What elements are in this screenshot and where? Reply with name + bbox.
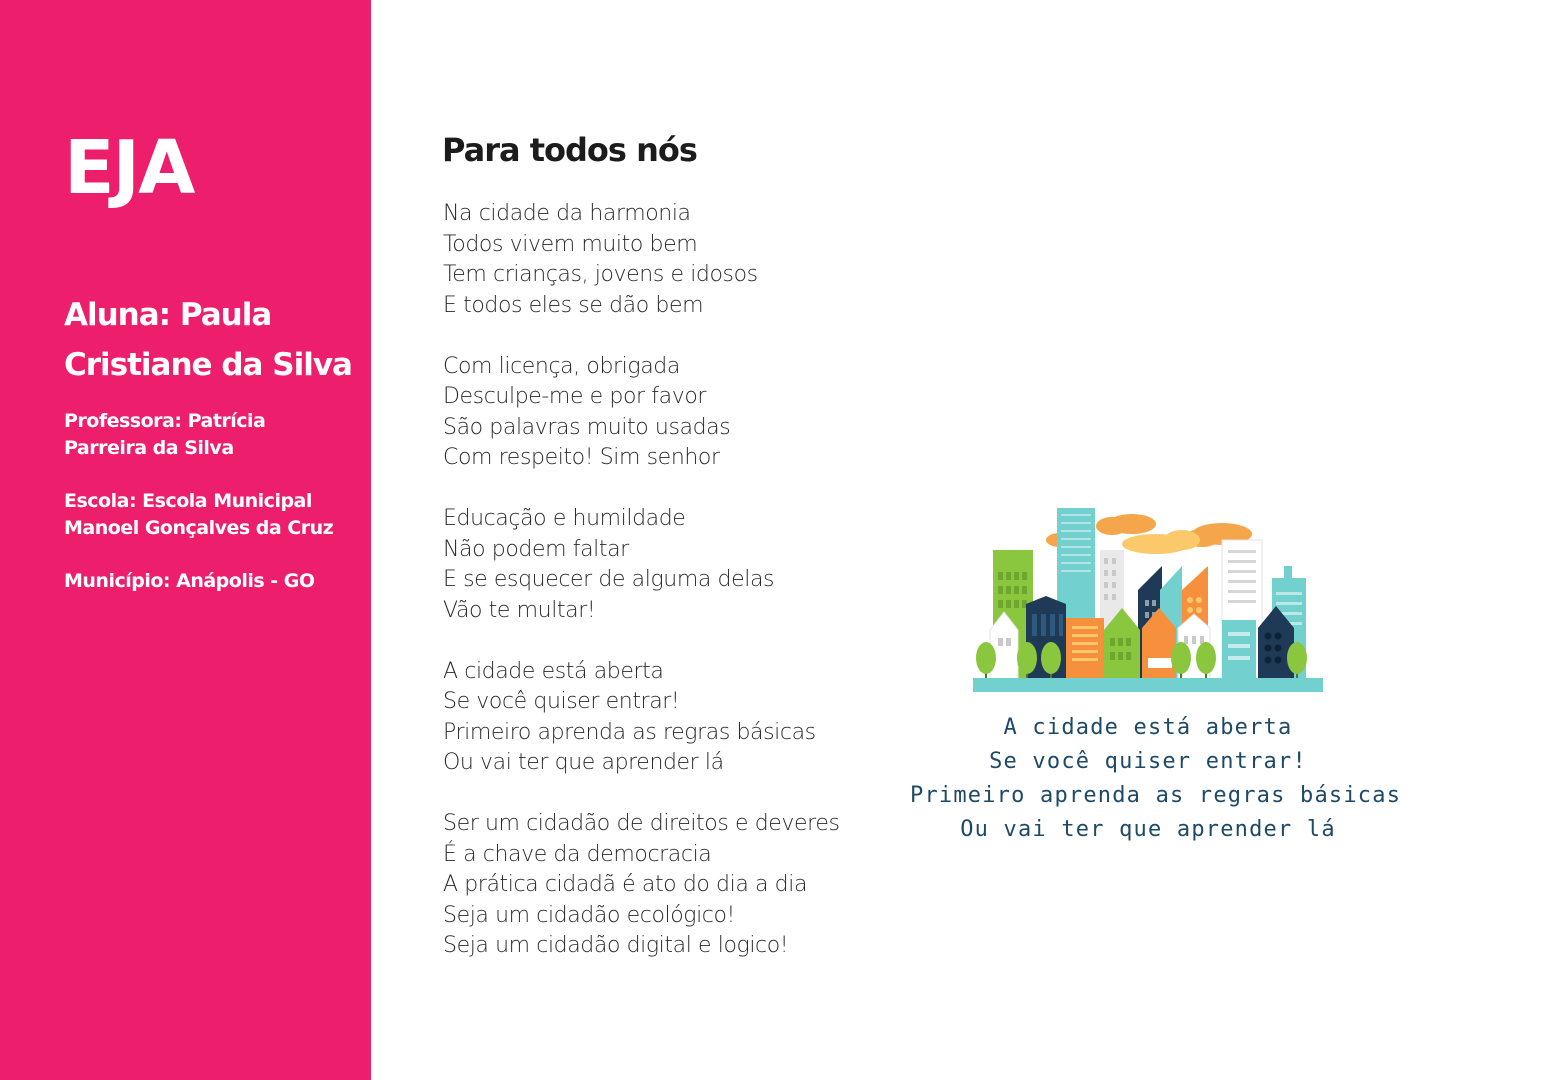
poem-line: Não podem faltar: [443, 536, 629, 562]
city-name: Município: Anápolis - GO: [64, 570, 315, 592]
poem-line: Ser um cidadão de direitos e deveres: [443, 811, 840, 836]
caption-line: Se você quiser entrar!: [989, 749, 1307, 774]
poem-line: Seja um cidadão ecológico!: [443, 902, 735, 928]
teacher-name: Professora: Patrícia Parreira da Silva: [64, 410, 266, 459]
poem-line: Desculpe-me e por favor: [443, 384, 707, 409]
poem-line: Com respeito! Sim senhor: [443, 445, 720, 470]
poem-line: A prática cidadã é ato do dia a dia: [443, 872, 808, 897]
poem-line: Se você quiser entrar!: [443, 689, 680, 714]
poem-line: Todos vivem muito bem: [443, 231, 698, 257]
poem-line: Educação e humildade: [443, 506, 686, 531]
poem-line: E todos eles se dão bem: [443, 292, 704, 318]
poem-stanza: [443, 809, 863, 962]
poem-line: Vão te multar!: [443, 597, 596, 623]
poem-stanza: [443, 657, 863, 779]
poem-line: A cidade está aberta: [443, 658, 664, 684]
poem-line: E se esquecer de alguma delas: [443, 567, 775, 592]
poem-line: Tem crianças, jovens e idosos: [443, 262, 758, 287]
school-name: Escola: Escola Municipal Manoel Gonçalves da Cruz: [64, 490, 334, 539]
poem-stanza: [443, 352, 863, 474]
poem-line: São palavras muito usadas: [443, 414, 731, 440]
poem-body: [443, 199, 863, 992]
poem-stanza: [443, 504, 863, 626]
caption-line: Primeiro aprenda as regras básicas: [910, 783, 1402, 808]
illustration-caption: [910, 711, 1402, 847]
caption-line: Ou vai ter que aprender lá: [960, 817, 1336, 842]
poem-line: Ou vai ter que aprender lá: [443, 750, 724, 775]
poem-line: Na cidade da harmonia: [443, 201, 691, 226]
caption-line: A cidade está aberta: [1003, 715, 1293, 740]
poem-line: Seja um cidadão digital e logico!: [443, 933, 789, 958]
poem-line: Primeiro aprenda as regras básicas: [443, 719, 816, 745]
program-title: EJA: [64, 125, 194, 211]
student-name: Aluna: Paula Cristiane da Silva: [64, 297, 352, 383]
poem-line: É a chave da democracia: [443, 841, 712, 867]
sidebar-panel: [0, 0, 371, 1080]
poem-line: Com licença, obrigada: [443, 353, 680, 379]
city-skyline-illustration: [960, 500, 1332, 696]
poem-stanza: [443, 199, 863, 321]
poem-title: Para todos nós: [442, 131, 697, 169]
